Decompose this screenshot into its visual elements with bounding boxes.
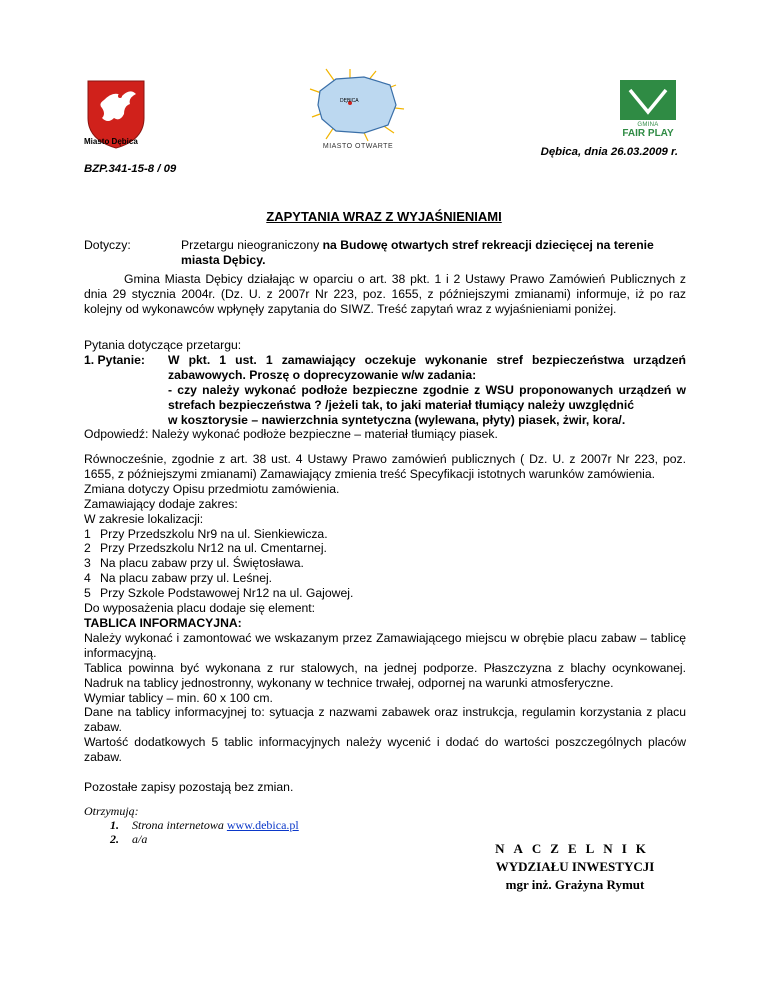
changes-paragraph: Do wyposażenia placu dodaje się element: bbox=[84, 601, 316, 616]
location-number: 4 bbox=[84, 571, 91, 586]
signature-title: NACZELNIK bbox=[495, 841, 655, 856]
board-heading: TABLICA INFORMACYJNA: bbox=[84, 615, 242, 630]
page-title: ZAPYTANIA WRAZ Z WYJAŚNIENIAMI bbox=[266, 209, 502, 224]
changes-paragraph: Zmiana dotyczy Opisu przedmiotu zamówienia. bbox=[84, 481, 340, 496]
recipient-text: Strona internetowa bbox=[132, 818, 227, 832]
signature-name: mgr inż. Grażyna Rymut bbox=[505, 877, 645, 892]
location-item bbox=[84, 527, 686, 542]
changes-paragraph: Tablica powinna być wykonana z rur stalowych, na jednej podporze. Płaszczyzna z blachy ocynkowanej. Nadruk na tablicy jednostronny, wykonany w technice trwałej, odpornej na warunki atmosferyczne. bbox=[84, 660, 686, 690]
recipient-item bbox=[84, 818, 299, 832]
question-1-line: W pkt. 1 ust. 1 zamawiający oczekuje wykonanie stref bezpieczeństwa urządzeń zabawowych. Proszę o doprecyzowanie w/w zadania: bbox=[168, 352, 686, 382]
changes-paragraph: W zakresie lokalizacji: bbox=[84, 511, 204, 526]
recipient-text: a/a bbox=[132, 832, 148, 846]
questions-heading: Pytania dotyczące przetargu: bbox=[84, 338, 242, 352]
subject-label: Dotyczy: bbox=[84, 238, 131, 252]
location-number: 2 bbox=[84, 541, 91, 556]
subject-text bbox=[181, 238, 681, 268]
signature-block bbox=[470, 840, 680, 894]
signature-department: WYDZIAŁU INWESTYCJI bbox=[495, 859, 655, 874]
changes-paragraph: Zamawiający dodaje zakres: bbox=[84, 496, 238, 511]
open-city-map-label: DĘBICA bbox=[340, 98, 359, 104]
location-text: Przy Przedszkolu Nr9 na ul. Sienkiewicza. bbox=[100, 526, 328, 541]
location-number: 3 bbox=[84, 556, 91, 571]
changes-paragraph: Równocześnie, zgodnie z art. 38 ust. 4 Ustawy Prawo zamówień publicznych ( Dz. U. z 2007r Nr 223, poz. 1655, z późniejszymi zmianami) Zamawiający zmienia treść Specyfikacji istotnych warunków zamówienia. bbox=[84, 452, 686, 481]
website-link[interactable]: www.debica.pl bbox=[226, 818, 299, 832]
location-text: Przy Przedszkolu Nr12 na ul. Cmentarnej. bbox=[100, 541, 327, 556]
fair-play-gmina-label: GMINA bbox=[637, 122, 659, 128]
answer-1: Odpowiedź: Należy wykonać podłoże bezpieczne – materiał tłumiący piasek. bbox=[84, 427, 498, 442]
recipients-heading: Otrzymują: bbox=[84, 804, 139, 818]
recipient-number: 1. bbox=[110, 818, 119, 832]
location-number: 5 bbox=[84, 586, 91, 601]
location-item bbox=[84, 586, 686, 601]
question-1-label: 1. Pytanie: bbox=[84, 352, 145, 367]
question-1-line: w kosztorysie – nawierzchnia syntetyczna (wylewana, płyty) piasek, żwir, kora/. bbox=[168, 412, 626, 427]
document-date: Dębica, dnia 26.03.2009 r. bbox=[540, 146, 678, 158]
intro-paragraph: Gmina Miasta Dębicy działając w oparciu o art. 38 pkt. 1 i 2 Ustawy Prawo Zamówień Publicznych z dnia 29 stycznia 2004r. (Dz. U. z 2007r Nr 223, poz. 1655, z późniejszymi zmianami) informuje, iż po raz kolejny od wykonawców wpłynęły zapytania do SIWZ. Treść zapytań wraz z wyjaśnieniami poniżej. bbox=[84, 272, 686, 316]
open-city-label: MIASTO OTWARTE bbox=[322, 143, 394, 150]
changes-paragraph: Pozostałe zapisy pozostają bez zmian. bbox=[84, 780, 294, 795]
changes-paragraph: Należy wykonać i zamontować we wskazanym przez Zamawiającego miejscu w obrębie placu zabaw – tablicę informacyjną. bbox=[84, 630, 686, 660]
question-1-text bbox=[168, 353, 686, 428]
location-item bbox=[84, 556, 686, 571]
recipients bbox=[84, 804, 299, 846]
location-item bbox=[84, 571, 686, 586]
changes-paragraph: Dane na tablicy informacyjnej to: sytuacja z nazwami zabawek oraz instrukcja, regulamin korzystania z placu zabaw. bbox=[84, 705, 686, 735]
location-text: Na placu zabaw przy ul. Leśnej. bbox=[100, 571, 273, 586]
location-text: Przy Szkole Podstawowej Nr12 na ul. Gajowej. bbox=[100, 586, 354, 601]
changes-paragraph: Wartość dodatkowych 5 tablic informacyjnych należy wycenić i dodać do wartości poszczególnych placów zabaw. bbox=[84, 735, 686, 765]
subject-text-plain: Przetargu nieograniczony bbox=[181, 238, 323, 252]
location-item bbox=[84, 541, 686, 556]
city-caption: Miasto Dębica bbox=[84, 137, 138, 146]
recipient-number: 2. bbox=[110, 832, 119, 846]
question-1-line: - czy należy wykonać podłoże bezpieczne zgodnie z WSU proponowanych urządzeń w strefach bezpieczeństwa ? /jeżeli tak, to jaki materiał tłumiący należy uwzględnić bbox=[168, 382, 686, 412]
changes-section bbox=[84, 452, 686, 795]
location-text: Na placu zabaw przy ul. Świętosława. bbox=[100, 556, 304, 571]
recipient-item bbox=[84, 832, 299, 846]
location-number: 1 bbox=[84, 526, 91, 541]
question-1 bbox=[84, 353, 686, 428]
subject-text-bold: na Budowę otwartych stref rekreacji dziecięcej na terenie miasta Dębicy. bbox=[181, 238, 654, 267]
fair-play-label: FAIR PLAY bbox=[622, 128, 674, 139]
questions-section bbox=[84, 338, 686, 442]
document-reference: BZP.341-15-8 / 09 bbox=[84, 163, 177, 175]
changes-paragraph: Wymiar tablicy – min. 60 x 100 cm. bbox=[84, 690, 273, 705]
